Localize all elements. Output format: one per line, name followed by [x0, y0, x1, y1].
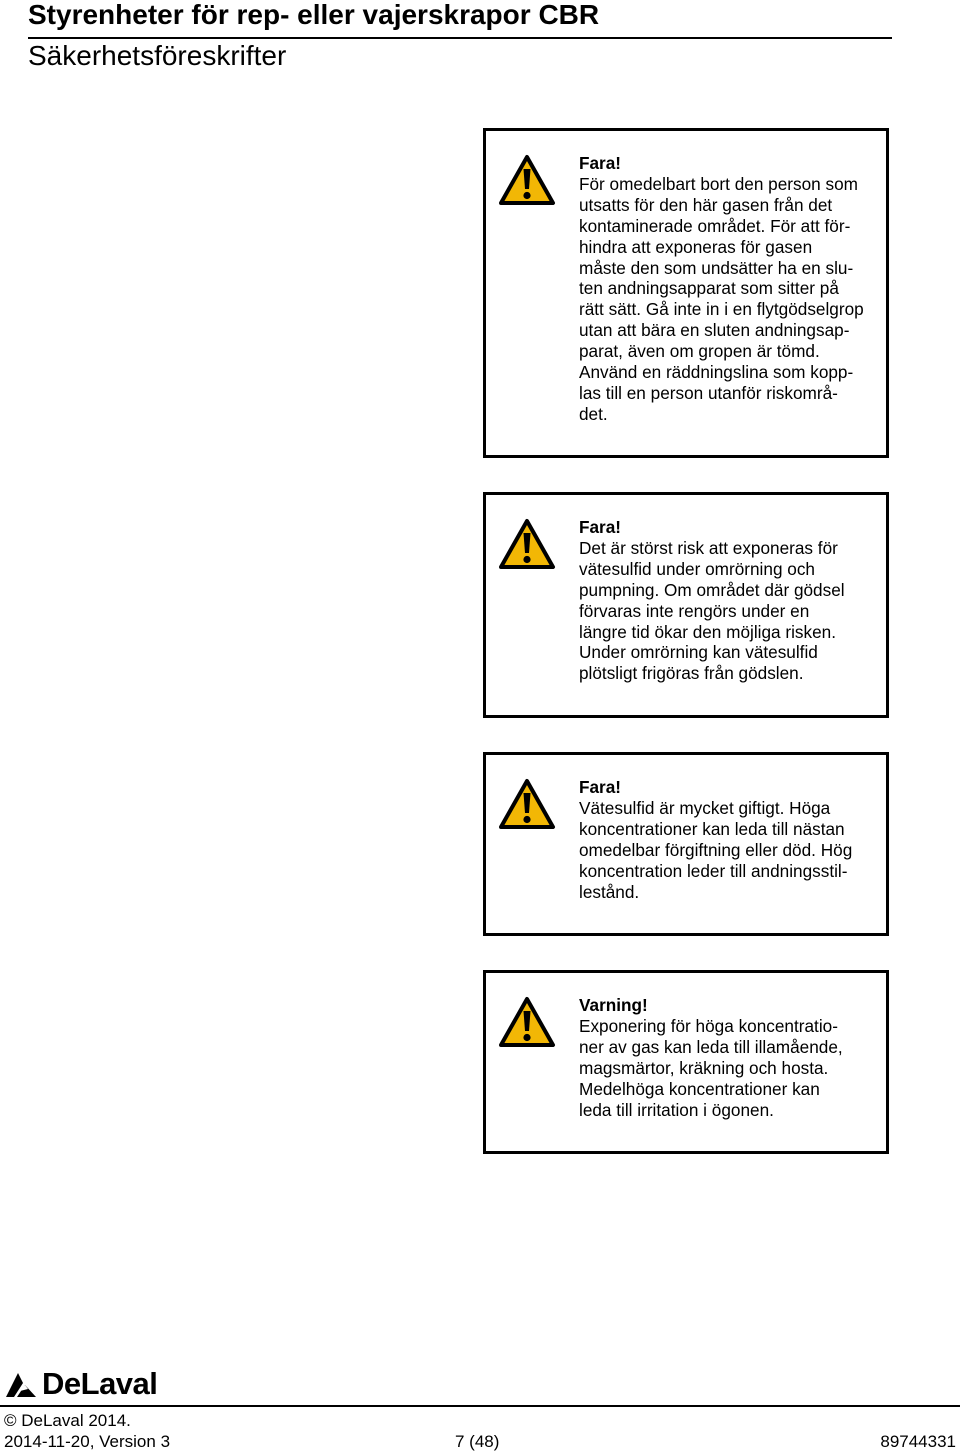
danger-notice-3 [483, 752, 889, 936]
copyright: © DeLaval 2014. [4, 1411, 131, 1430]
delaval-logo [4, 1368, 157, 1400]
warning-triangle-icon [498, 518, 556, 570]
document-number: 89744331 [880, 1432, 956, 1451]
danger-notice-2 [483, 492, 889, 718]
delaval-logo-icon [4, 1369, 38, 1399]
page-number: 7 (48) [455, 1432, 500, 1451]
section-title: Säkerhetsföreskrifter [28, 40, 287, 71]
notice-body: För omedelbart bort den person som utsatts för den här gasen från det kontaminerade området. För att för- hindra att exponeras för gasen måste den som undsätter ha en slu- ten andningsapparat som sitter på rätt sätt. Gå inte in i en flytgödselgrop utan att bära en sluten andningsap- parat, även om gropen är tömd. Använd en räddningslina som kopp- las till en person utanför riskområ- det. [579, 173, 864, 424]
warning-triangle-icon [498, 154, 556, 206]
notice-body: Det är störst risk att exponeras för vätesulfid under omrörning och pumpning. Om området där gödsel förvaras inte rengörs under en längre tid ökar den möjliga risken. Under omrörning kan vätesulfid plötsligt frigöras från gödslen. [579, 537, 845, 684]
document-title: Styrenheter för rep- eller vajerskrapor CBR [28, 0, 600, 30]
notice-body: Vätesulfid är mycket giftigt. Höga koncentrationer kan leda till nästan omedelbar förgiftning eller död. Hög koncentration leder till andningsstil- lestånd. [579, 797, 853, 902]
warning-triangle-icon [498, 778, 556, 830]
notice-body: Exponering för höga koncentratio- ner av gas kan leda till illamående, magsmärtor, kräkning och hosta. Medelhöga koncentrationer kan leda till irritation i ögonen. [579, 1015, 843, 1120]
danger-notice-1 [483, 128, 889, 458]
date-version: 2014-11-20, Version 3 [4, 1432, 171, 1451]
logo-text: DeLaval [42, 1366, 158, 1401]
notice-heading: Fara! [579, 777, 622, 797]
notice-heading: Fara! [579, 517, 622, 537]
warning-notice-4 [483, 970, 889, 1154]
notice-heading: Fara! [579, 153, 622, 173]
warning-triangle-icon [498, 996, 556, 1048]
notice-heading: Varning! [579, 995, 648, 1015]
footer-divider [0, 1405, 960, 1407]
